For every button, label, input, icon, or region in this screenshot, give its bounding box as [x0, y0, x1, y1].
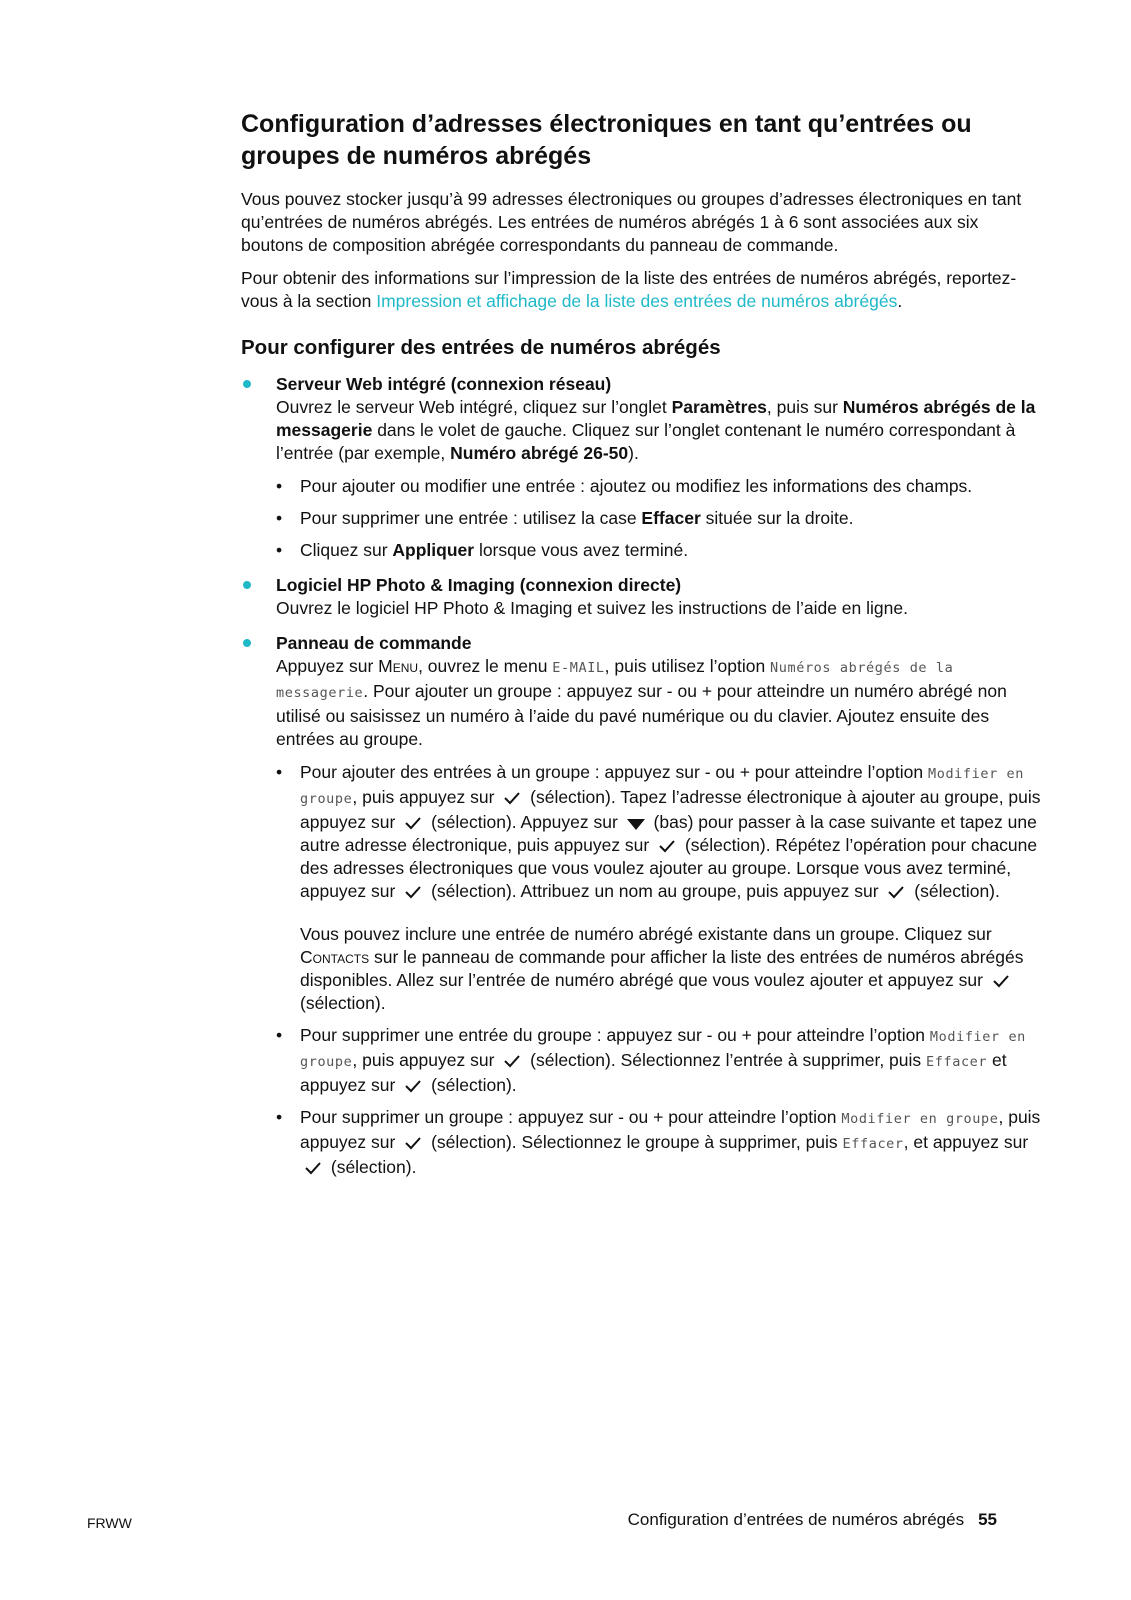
text: , puis appuyez sur — [352, 787, 500, 807]
method-software — [241, 574, 1041, 620]
checkmark-icon — [658, 838, 676, 854]
text: , puis appuyez sur — [352, 1050, 500, 1070]
checkmark-icon — [404, 1135, 422, 1151]
text: Pour supprimer une entrée : utilisez la case — [300, 508, 642, 528]
text: (sélection). Appuyez sur — [426, 812, 623, 832]
text: Ouvrez le logiciel HP Photo & Imaging et suivez les instructions de l’aide en ligne. — [276, 598, 908, 618]
text: (sélection). — [326, 1157, 417, 1177]
text: (sélection). Sélectionnez le groupe à supprimer, puis — [426, 1132, 843, 1152]
text: Vous pouvez inclure une entrée de numéro abrégé existante dans un groupe. Cliquez sur — [300, 924, 992, 944]
section-subtitle: Pour configurer des entrées de numéros abrégés — [241, 336, 721, 359]
method-ews — [241, 373, 1041, 562]
display-text: Effacer — [926, 1054, 988, 1070]
text: Pour supprimer une entrée du groupe : appuyez sur - ou + pour atteindre l’option — [300, 1025, 930, 1045]
text: ). — [628, 443, 639, 463]
text: lorsque vous avez terminé. — [474, 540, 689, 560]
checkmark-icon — [503, 1053, 521, 1069]
note-paragraph — [300, 923, 1041, 1015]
method-title: Serveur Web intégré (connexion réseau) — [276, 374, 612, 394]
bullet: • — [276, 540, 283, 560]
bullet-dot — [243, 581, 251, 589]
text: et appuyez sur — [300, 1050, 1007, 1095]
text: (sélection). — [300, 993, 386, 1013]
text: , ouvrez le menu — [418, 656, 553, 676]
step-delete-group — [276, 1106, 1041, 1179]
text: Pour ajouter des entrées à un groupe : appuyez sur - ou + pour atteindre l’option — [300, 762, 928, 782]
footer-section-title: Configuration d’entrées de numéros abrégés — [627, 1510, 965, 1529]
text: , puis utilisez l’option — [604, 656, 771, 676]
footer-right — [628, 1508, 997, 1531]
display-text: Modifier en groupe — [841, 1111, 999, 1127]
text: (sélection). — [909, 881, 1000, 901]
text: , puis sur — [766, 397, 843, 417]
text: dans le volet de gauche. Cliquez sur l’onglet contenant le numéro correspondant à l’entrée (par exemple, — [276, 420, 1016, 463]
page-content — [241, 108, 1041, 1191]
panel-steps — [276, 761, 1041, 1179]
text: , puis appuyez sur — [300, 1107, 1041, 1152]
checkmark-icon — [404, 815, 422, 831]
page-number: 55 — [978, 1510, 997, 1529]
step-add-entries — [276, 761, 1041, 1015]
text: Pour obtenir des informations sur l’impression de la liste des entrées de numéros abrégés, reportez-vous à la section — [241, 268, 1017, 311]
checkmark-icon — [304, 1160, 322, 1176]
text: sur le panneau de commande pour afficher la liste des entrées de numéros abrégés disponibles. Allez sur l’entrée de numéro abrégé que vous voulez ajouter et appuyez sur — [300, 947, 1024, 990]
display-text: Modifier en groupe — [300, 1029, 1026, 1070]
display-text: Modifier en groupe — [300, 766, 1024, 807]
ui-term: Paramètres — [671, 397, 767, 417]
method-title: Logiciel HP Photo & Imaging (connexion directe) — [276, 575, 682, 595]
display-text: Numéros abrégés de la messagerie — [276, 660, 954, 701]
ews-steps — [276, 475, 1041, 562]
text: Cliquez sur — [300, 540, 393, 560]
checkmark-icon — [887, 884, 905, 900]
display-text: E-MAIL — [552, 660, 605, 676]
bullet: • — [276, 476, 283, 496]
bullet-dot — [243, 639, 251, 647]
checkmark-icon — [503, 790, 521, 806]
bullet: • — [276, 1025, 283, 1045]
method-control-panel — [241, 632, 1041, 1179]
step-item — [276, 507, 1041, 530]
bullet: • — [276, 762, 283, 782]
down-arrow-icon — [627, 817, 645, 831]
step-item — [276, 539, 1041, 562]
footer-left: FRWW — [87, 1515, 132, 1531]
display-text: Effacer — [842, 1136, 904, 1152]
text: (sélection). — [426, 1075, 517, 1095]
text: (sélection). Sélectionnez l’entrée à supprimer, puis — [525, 1050, 927, 1070]
checkmark-icon — [404, 1078, 422, 1094]
method-list — [241, 373, 1041, 1179]
ui-term: Numéro abrégé 26-50 — [450, 443, 629, 463]
text: (sélection). Attribuez un nom au groupe, puis appuyez sur — [426, 881, 884, 901]
text: (sélection). Répétez l’opération pour chacune des adresses électroniques que vous voulez ajouter au groupe. Lorsque vous avez terminé, appuyez sur — [300, 835, 1038, 901]
step-delete-entry — [276, 1024, 1041, 1097]
method-title: Panneau de commande — [276, 633, 472, 653]
checkmark-icon — [992, 973, 1010, 989]
text: (bas) pour passer à la case suivante et tapez une autre adresse électronique, puis appuyez sur — [300, 812, 1037, 855]
text: Appuyez sur — [276, 656, 379, 676]
text: Pour supprimer un groupe : appuyez sur - ou + pour atteindre l’option — [300, 1107, 842, 1127]
text: Pour ajouter ou modifier une entrée : ajoutez ou modifiez les informations des champs. — [300, 476, 973, 496]
checkmark-icon — [404, 884, 422, 900]
text: (sélection). Tapez l’adresse électronique à ajouter au groupe, puis appuyez sur — [300, 787, 1041, 832]
button-name: Contacts — [300, 947, 370, 967]
text: Ouvrez le serveur Web intégré, cliquez sur l’onglet — [276, 397, 672, 417]
text: . — [897, 291, 903, 311]
text: située sur la droite. — [700, 508, 854, 528]
intro-paragraph: Vous pouvez stocker jusqu’à 99 adresses électroniques ou groupes d’adresses électroniques en tant qu’entrées de numéros abrégés. Les entrées de numéros abrégés 1 à 6 sont associées aux six boutons de composition abrégée correspondants du panneau de commande. — [241, 189, 1022, 255]
button-name: Menu — [378, 656, 419, 676]
ui-term: Numéros abrégés de la messagerie — [276, 397, 1036, 440]
ui-term: Effacer — [641, 508, 701, 528]
section-link[interactable]: Impression et affichage de la liste des entrées de numéros abrégés — [376, 291, 898, 311]
page-title: Configuration d’adresses électroniques en tant qu’entrées ou groupes de numéros abrégés — [241, 110, 972, 170]
bullet: • — [276, 508, 283, 528]
step-item — [276, 475, 1041, 498]
intro-reference-paragraph — [241, 267, 1041, 313]
bullet-dot — [243, 380, 251, 388]
text: , et appuyez sur — [903, 1132, 1029, 1152]
text: . Pour ajouter un groupe : appuyez sur - ou + pour atteindre un numéro abrégé non utilisé ou saisissez un numéro à l’aide du pavé numérique ou du clavier. Ajoutez ensuite des entrées au groupe. — [276, 681, 1007, 749]
ui-term: Appliquer — [392, 540, 475, 560]
bullet: • — [276, 1107, 283, 1127]
